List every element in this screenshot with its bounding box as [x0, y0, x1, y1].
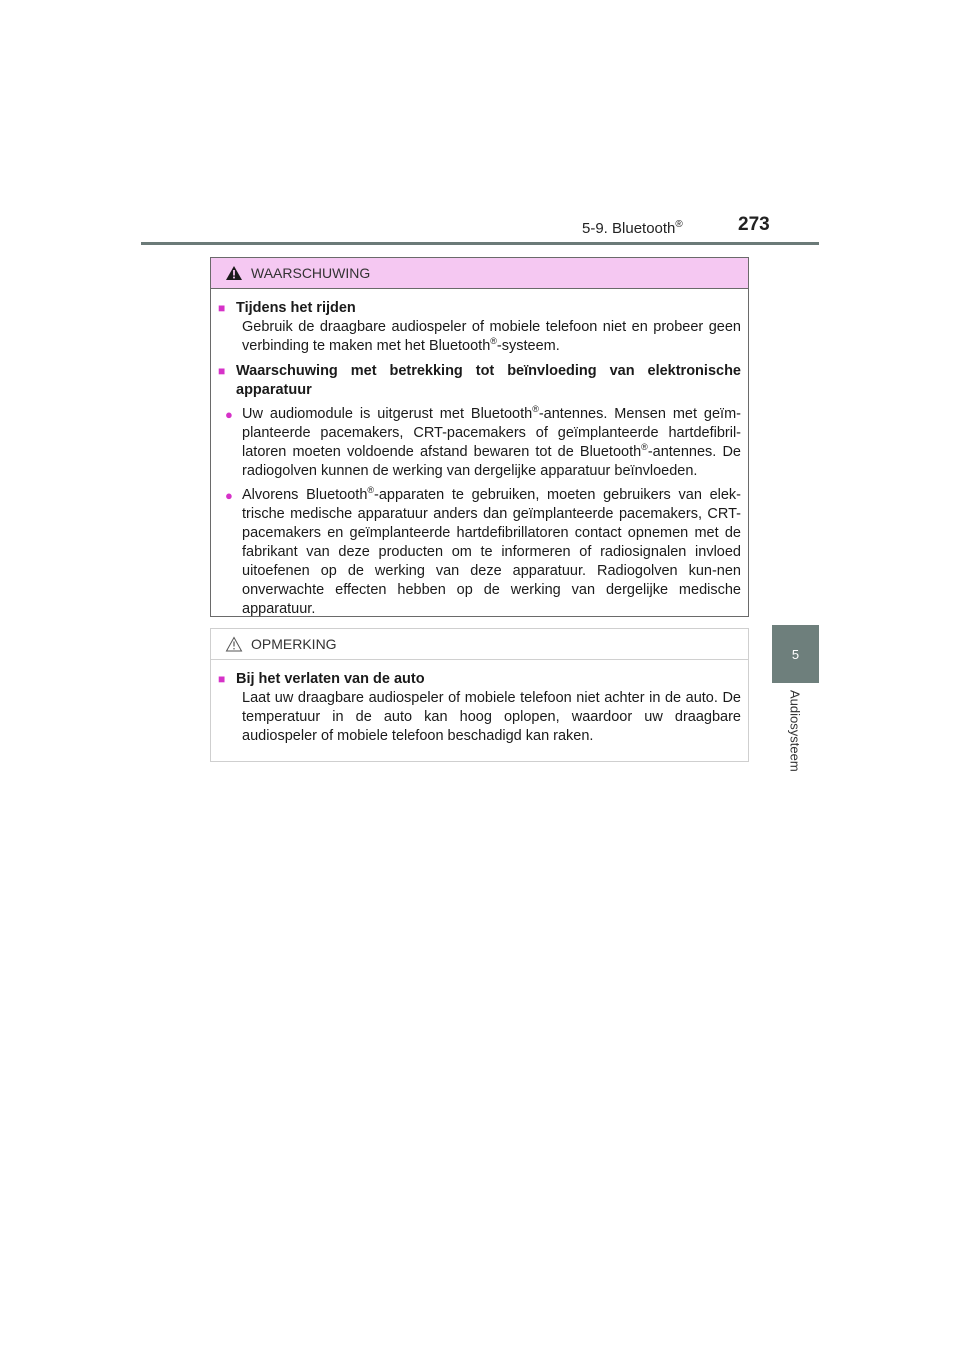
page-number: 273 — [738, 214, 770, 235]
notice-heading: Bij het verlaten van de auto — [236, 671, 425, 687]
warning-box — [210, 257, 749, 617]
notice-title: OPMERKING — [251, 636, 337, 652]
warning-item-heading: Tijdens het rijden — [236, 300, 356, 316]
warning-triangle-icon — [225, 265, 243, 281]
chapter-tab — [772, 625, 819, 683]
caution-outline-icon — [225, 636, 243, 652]
warning-body — [211, 289, 748, 619]
list-item: ● Uw audiomodule is uitgerust met Bluetooth®-antennes. Mensen met geïm-planteerde pacemakers, CRT-pacemakers of geïmplanteerde hartdefibril-latoren moeten voldoende afstand bewaren tot de Bluetooth®-antennes. De radiogolven kunnen de werking van dergelijke apparatuur beïnvloeden. — [218, 405, 741, 481]
section-title — [582, 220, 683, 237]
notice-box — [210, 628, 749, 762]
warning-item-text: Gebruik de draagbare audiospeler of mobiele telefoon niet en probeer geen verbinding te maken met het Bluetooth®-systeem. — [242, 319, 741, 354]
warning-item-driving — [218, 299, 741, 356]
warning-title: WAARSCHUWING — [251, 265, 371, 281]
circle-bullet-icon: ● — [225, 407, 233, 422]
square-bullet-icon: ■ — [218, 672, 226, 686]
notice-text: Laat uw draagbare audiospeler of mobiele telefoon niet achter in de auto. De temperatuur in de auto kan hoog oplopen, waardoor uw draagbare audiospeler of mobiele telefoon beschadigd kan raken. — [242, 690, 741, 744]
list-item: ● Alvorens Bluetooth®-apparaten te gebruiken, moeten gebruikers van elek-trische medische apparatuur anders dan geïmplanteerde pacemakers, CRT-pacemakers en geïmplanteerde hartdefibrillatoren contact opnemen met de fabrikant van deze producten om te informeren of radiosignalen invloed uitoefenen op de werking van deze apparatuur. Radiogolven kun-nen onverwachte effecten hebben op de werking van dergelijke medische apparatuur. — [218, 486, 741, 619]
chapter-number: 5 — [791, 646, 800, 662]
warning-header — [211, 258, 748, 289]
warning-item-heading: Waarschuwing met betrekking tot beïnvloeding van elektronische apparatuur — [236, 363, 741, 398]
chapter-label: Audiosysteem — [787, 690, 803, 772]
section-title-text: 5-9. Bluetooth — [582, 220, 676, 237]
notice-item — [218, 670, 741, 746]
notice-header — [211, 629, 748, 660]
warning-item-electronics — [218, 362, 741, 619]
registered-mark: ® — [675, 219, 683, 230]
square-bullet-icon: ■ — [218, 364, 226, 378]
header-divider — [141, 242, 819, 245]
notice-body — [211, 660, 748, 746]
circle-bullet-icon: ● — [225, 488, 233, 503]
square-bullet-icon: ■ — [218, 301, 226, 315]
